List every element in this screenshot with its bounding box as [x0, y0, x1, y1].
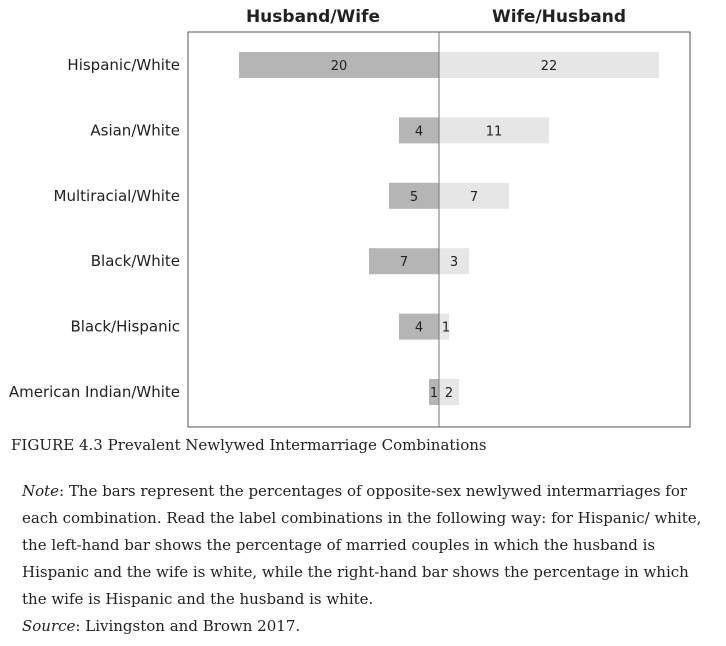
category-label-black-white: Black/White — [90, 252, 180, 271]
category-label-black-hispanic: Black/Hispanic — [70, 317, 180, 336]
category-label-asian-white: Asian/White — [90, 121, 180, 140]
figure-source — [22, 617, 712, 635]
value-label-husband-wife-hispanic-white: 20 — [330, 59, 348, 74]
value-label-wife-husband-black-hispanic: 1 — [441, 320, 451, 336]
value-label-wife-husband-american-indian-white: 2 — [444, 386, 454, 401]
value-label-husband-wife-black-hispanic: 4 — [414, 320, 424, 336]
category-labels — [9, 56, 180, 401]
value-label-husband-wife-asian-white: 4 — [414, 124, 424, 140]
legend-wife-husband: Wife/Husband — [491, 7, 627, 27]
value-label-husband-wife-multiracial-white: 5 — [409, 189, 419, 205]
figure-caption — [11, 436, 711, 454]
category-label-hispanic-white: Hispanic/White — [67, 56, 180, 74]
note-text: : The bars represent the percentages of opposite-sex newlywed intermarriages for each combination. Read the label combinations in the following way: for Hispanic/ white, the left-hand bar shows the percentage of married couples in which the husband is Hispanic and the wife is white, while the right-hand bar shows the percentage in which the wife is Hispanic and the husband is white. — [22, 482, 702, 608]
note-label: Note — [22, 482, 60, 500]
bars-group — [239, 52, 659, 405]
category-label-multiracial-white: Multiracial/White — [53, 186, 180, 205]
figure-title: Prevalent Newlywed Intermarriage Combinations — [107, 436, 487, 454]
value-label-husband-wife-black-white: 7 — [399, 255, 409, 271]
category-label-american-indian-white: American Indian/White — [8, 383, 180, 401]
source-label: Source — [22, 617, 76, 635]
value-label-wife-husband-black-white: 3 — [449, 255, 459, 271]
value-label-wife-husband-asian-white: 11 — [485, 124, 503, 140]
value-label-wife-husband-hispanic-white: 22 — [540, 59, 558, 74]
legend-husband-wife: Husband/Wife — [245, 7, 381, 27]
value-label-husband-wife-american-indian-white: 1 — [429, 386, 439, 401]
source-text: : Livingston and Brown 2017. — [75, 617, 301, 635]
value-label-wife-husband-multiracial-white: 7 — [469, 189, 479, 205]
figure-note — [22, 478, 712, 613]
figure-label: FIGURE 4.3 — [11, 436, 103, 454]
